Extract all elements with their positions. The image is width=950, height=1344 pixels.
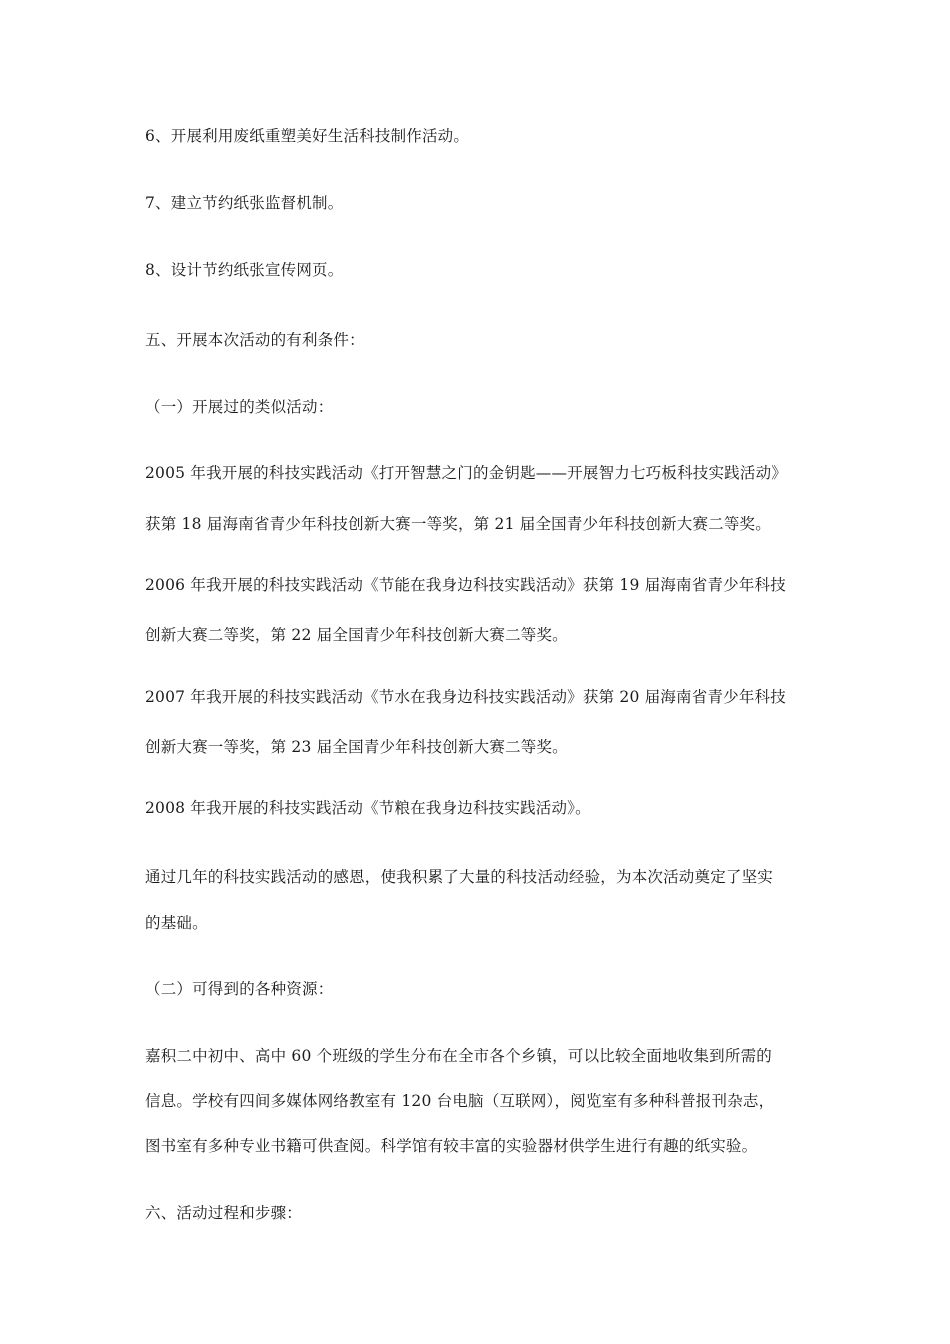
paragraph-2007-line-1: 2007 年我开展的科技实践活动《节水在我身边科技实践活动》获第 20 届海南省青少年科技: [145, 688, 786, 706]
paragraph-2006-line-2: 创新大赛二等奖，第 22 届全国青少年科技创新大赛二等奖。: [145, 626, 568, 644]
paragraph-resources-line-3: 图书室有多种专业书籍可供查阅。科学馆有较丰富的实验器材供学生进行有趣的纸实验。: [145, 1137, 758, 1155]
paragraph-experience-line-1: 通过几年的科技实践活动的感恩，使我积累了大量的科技活动经验，为本次活动奠定了坚实: [145, 868, 774, 886]
section-heading-6: 六、活动过程和步骤：: [145, 1204, 303, 1222]
paragraph-resources-line-2: 信息。学校有四间多媒体网络教室有 120 台电脑（互联网），阅览室有多种科普报刊杂志，: [145, 1092, 775, 1110]
paragraph-2006-line-1: 2006 年我开展的科技实践活动《节能在我身边科技实践活动》获第 19 届海南省青少年科技: [145, 576, 786, 594]
paragraph-experience-line-2: 的基础。: [145, 914, 208, 932]
subsection-heading-1: （一）开展过的类似活动：: [145, 398, 334, 416]
list-item-7: 7、建立节约纸张监督机制。: [145, 194, 344, 212]
subsection-heading-2: （二）可得到的各种资源：: [145, 980, 334, 998]
paragraph-resources-line-1: 嘉积二中初中、高中 60 个班级的学生分布在全市各个乡镇，可以比较全面地收集到所需的: [145, 1047, 772, 1065]
list-item-8: 8、设计节约纸张宣传网页。: [145, 261, 344, 279]
paragraph-2007-line-2: 创新大赛一等奖，第 23 届全国青少年科技创新大赛二等奖。: [145, 738, 568, 756]
section-heading-5: 五、开展本次活动的有利条件：: [145, 331, 365, 349]
paragraph-2005-line-1: 2005 年我开展的科技实践活动《打开智慧之门的金钥匙——开展智力七巧板科技实践活动》: [145, 464, 787, 482]
list-item-6: 6、开展利用废纸重塑美好生活科技制作活动。: [145, 127, 470, 145]
paragraph-2005-line-2: 获第 18 届海南省青少年科技创新大赛一等奖，第 21 届全国青少年科技创新大赛二等奖。: [145, 515, 771, 533]
paragraph-2008: 2008 年我开展的科技实践活动《节粮在我身边科技实践活动》。: [145, 799, 591, 817]
